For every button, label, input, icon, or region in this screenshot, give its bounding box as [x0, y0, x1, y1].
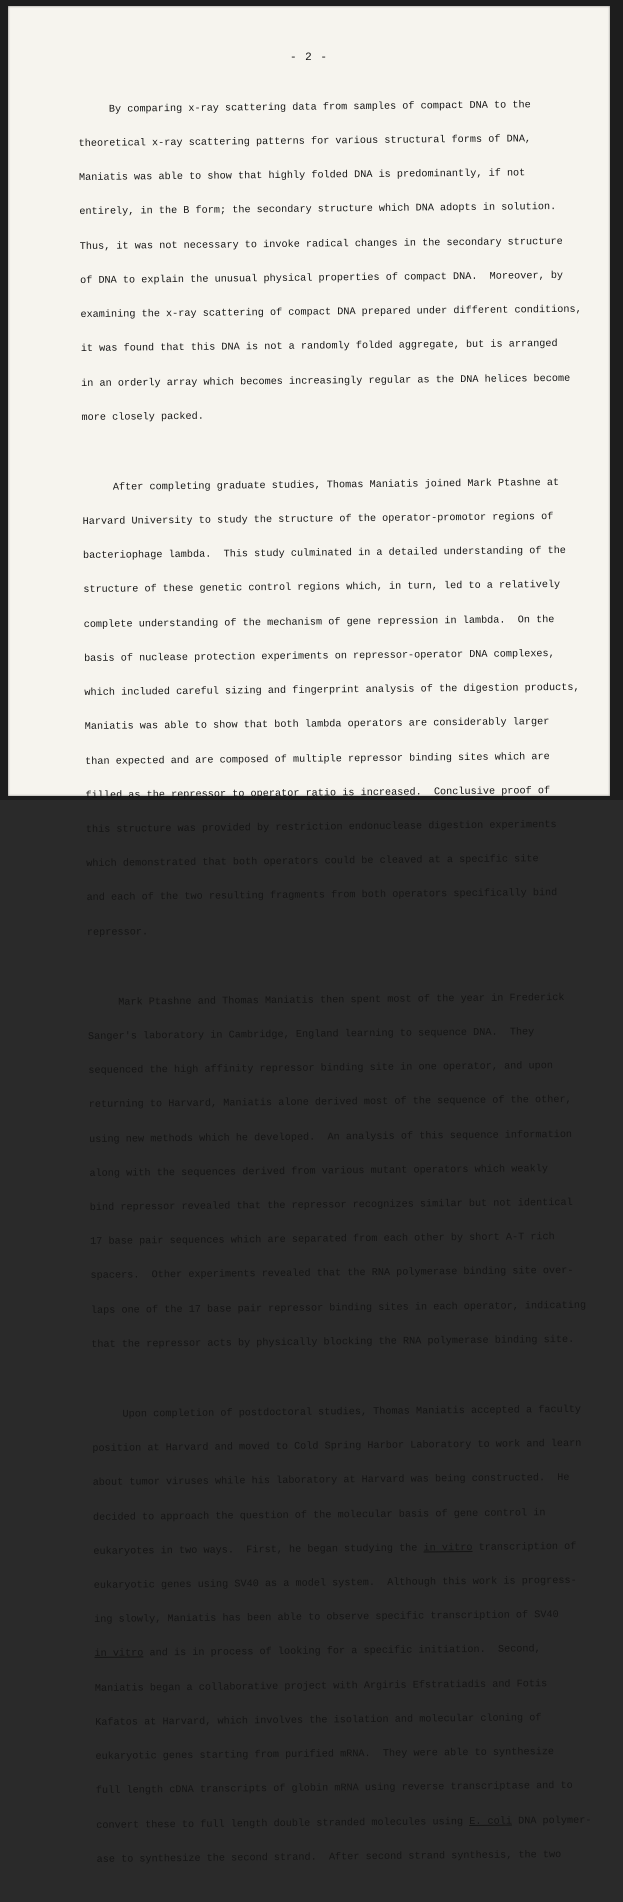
text-line: more closely packed.	[81, 411, 204, 424]
text-line: Sanger's laboratory in Cambridge, England learning to sequence DNA. They	[87, 1027, 535, 1043]
text-line	[94, 1644, 604, 1661]
text-segment: transcription of	[472, 1541, 577, 1554]
text-line: filled as the repressor to operator ratio is increased. Conclusive proof of	[85, 785, 551, 802]
text-line: along with the sequences derived from various mutant operators which weakly	[89, 1163, 548, 1180]
text-line: 17 base pair sequences which are separated from each other by short A-T rich	[90, 1232, 555, 1249]
page-number: - 2 -	[289, 52, 328, 64]
paragraph-3	[87, 969, 601, 1374]
text-line: using new methods which he developed. An analysis of this sequence information	[89, 1129, 573, 1146]
text-line: Upon completion of postdoctoral studies, Thomas Maniatis accepted a faculty	[91, 1404, 582, 1421]
text-line: complete understanding of the mechanism of gene repression in lambda. On the	[83, 614, 555, 631]
text-line: this structure was provided by restriction endonuclease digestion experiments	[85, 820, 557, 836]
text-line: Maniatis was able to show that highly folded DNA is predominantly, if not	[78, 168, 526, 185]
text-line: eukaryotic genes starting from purified mRNA. They were able to synthesize	[95, 1747, 555, 1764]
text-line: which demonstrated that both operators could be cleaved at a specific site	[86, 854, 539, 871]
document-page	[8, 6, 610, 1866]
text-line: repressor.	[86, 926, 149, 939]
text-line: Mark Ptashne and Thomas Maniatis then spent most of the year in Frederick	[87, 992, 565, 1009]
text-line: which included careful sizing and fingerprint analysis of the digestion products,	[84, 682, 580, 700]
text-line	[93, 1541, 603, 1558]
text-line: theoretical x-ray scattering patterns for various structural forms of DNA,	[78, 134, 532, 151]
underlined-term: E. coli	[469, 1816, 513, 1828]
text-line: position at Harvard and moved to Cold Spring Harbor Laboratory to work and learn	[92, 1438, 582, 1456]
text-segment: DNA polymer-	[511, 1815, 592, 1828]
text-line: bacteriophage lambda. This study culminated in a detailed understanding of the	[82, 546, 566, 563]
text-line: ing slowly, Maniatis has been able to observe specific transcription of SV40	[94, 1610, 559, 1627]
text-line: By comparing x-ray scattering data from samples of compact DNA to the	[78, 100, 531, 116]
text-segment: eukaryotes in two ways. First, he began studying the	[93, 1543, 424, 1558]
text-segment: and is in process of looking for a specific initiation. Second,	[143, 1644, 541, 1660]
text-line: than expected and are composed of multiple repressor binding sites which are	[85, 751, 550, 768]
text-line: laps one of the 17 base pair repressor binding sites in each operator, indicating	[90, 1300, 587, 1317]
text-line: of DNA to explain the unusual physical properties of compact DNA. Moreover, by	[80, 270, 564, 287]
underlined-term: in vitro	[423, 1542, 473, 1555]
text-line: about tumor viruses while his laboratory at Harvard was being constructed. He	[92, 1473, 570, 1490]
text-line	[96, 1815, 606, 1832]
text-line: spacers. Other experiments revealed that the RNA polymerase binding site over-	[90, 1266, 574, 1283]
text-segment: convert these to full length double stranded molecules using	[96, 1816, 470, 1832]
text-line: Harvard University to study the structure of the operator-promotor regions of	[82, 512, 554, 529]
text-line: Maniatis was able to show that both lambda operators are considerably larger	[84, 717, 550, 734]
text-line: Maniatis began a collaborative project with Argiris Efstratiadis and Fotis	[94, 1678, 548, 1695]
text-line: decided to approach the question of the molecular basis of gene control in	[92, 1507, 546, 1524]
text-line: bind repressor revealed that the repressor recognizes similar but not identical	[89, 1197, 573, 1214]
text-line: in an orderly array which becomes increasingly regular as the DNA helices become	[81, 373, 571, 390]
text-line: eukaryotic genes using SV40 as a model system. Although this work is progress-	[93, 1575, 577, 1592]
text-line: and each of the two resulting fragments from both operators specifically bind	[86, 888, 558, 905]
underlined-term: in vitro	[94, 1648, 144, 1661]
text-line: it was found that this DNA is not a randomly folded aggregate, but is arranged	[80, 339, 558, 356]
text-line: sequenced the high affinity repressor binding site in one operator, and upon	[88, 1061, 554, 1078]
paragraph-4	[92, 1382, 607, 1889]
text-line: structure of these genetic control regions which, in turn, led to a relatively	[83, 580, 561, 597]
text-line: Kafatos at Harvard, which involves the isolation and molecular cloning of	[95, 1713, 542, 1729]
paragraph-1	[78, 77, 592, 447]
text-line: After completing graduate studies, Thomas Maniatis joined Mark Ptashne at	[82, 477, 560, 494]
text-line: ase to synthesize the second strand. After second strand synthesis, the two	[96, 1849, 562, 1866]
text-line: basis of nuclease protection experiments on repressor-operator DNA complexes,	[83, 648, 555, 665]
paragraph-2	[82, 455, 597, 962]
text-line: full length cDNA transcripts of globin mRNA using reverse transcriptase and to	[95, 1781, 573, 1798]
text-line: returning to Harvard, Maniatis alone derived most of the sequence of the other,	[88, 1095, 572, 1112]
document-body	[78, 77, 607, 1902]
text-line: entirely, in the B form; the secondary structure which DNA adopts in solution.	[79, 202, 557, 219]
text-line: examining the x-ray scattering of compact DNA prepared under different conditions,	[80, 304, 582, 322]
text-line: that the repressor acts by physically blocking the RNA polymerase binding site.	[91, 1334, 575, 1351]
text-line: Thus, it was not necessary to invoke radical changes in the secondary structure	[79, 236, 563, 253]
